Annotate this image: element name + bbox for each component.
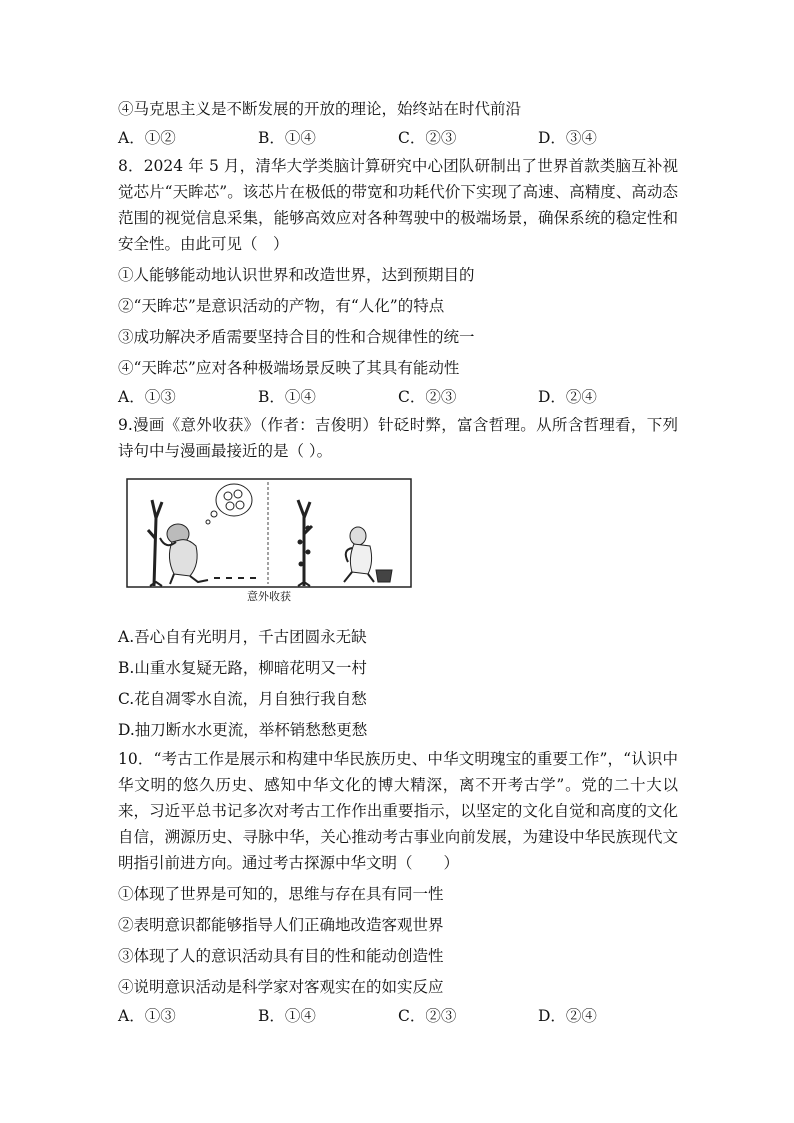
q10-statement-3: ③体现了人的意识活动具有目的性和能动创造性 [118,947,444,965]
q8-option-c[interactable]: C．②③ [398,388,457,406]
q10-option-a[interactable]: A．①③ [118,1007,176,1025]
q8-statement-4: ④“天眸芯”应对各种极端场景反映了其具有能动性 [118,359,460,377]
q8-option-a[interactable]: A．①③ [118,388,176,406]
q9-option-d[interactable]: D.抽刀断水水更流，举杯销愁愁更愁 [118,721,368,739]
q7-option-a[interactable]: A．①② [118,129,176,147]
q8-stem: 8．2024 年 5 月，清华大学类脑计算研究中心团队研制出了世界首款类脑互补视觉芯片“天眸芯”。该芯片在极低的带宽和功耗代价下实现了高速、高精度、高动态范围的视觉信息采集，能够高效应对各种驾驶中的极端场景，确保系统的稳定性和安全性。由此可见（ ） [118,157,678,253]
q7-options [118,125,678,151]
q10-statement-2: ②表明意识都能够指导人们正确地改造客观世界 [118,916,444,934]
q8-statement-1: ①人能够能动地认识世界和改造世界，达到预期目的 [118,266,475,284]
q8-option-b[interactable]: B．①④ [258,388,316,406]
q9-stem: 9.漫画《意外收获》（作者：吉俊明）针砭时弊，富含哲理。从所含哲理看，下列诗句中与漫画最接近的是（ ）。 [118,416,678,460]
q10-statement-1: ①体现了世界是可知的，思维与存在具有同一性 [118,885,444,903]
q7-option-c[interactable]: C．②③ [398,129,457,147]
q8-statement-2: ②“天眸芯”是意识活动的产物，有“人化”的特点 [118,297,445,315]
q9-option-c[interactable]: C.花自凋零水自流，月自独行我自愁 [118,690,367,708]
q8-option-d[interactable]: D．②④ [538,388,597,406]
q8-statement-3: ③成功解决矛盾需要坚持合目的性和合规律性的统一 [118,328,475,346]
cartoon-figure [126,478,412,604]
q9-option-a[interactable]: A.吾心自有光明月，千古团圆永无缺 [118,628,367,646]
q10-statement-4: ④说明意识活动是科学家对客观实在的如实反应 [118,978,444,996]
cartoon-caption: 意外收获 [247,590,291,603]
q10-option-d[interactable]: D．②④ [538,1007,597,1025]
q7-option-d[interactable]: D．③④ [538,129,597,147]
q10-stem: 10．“考古工作是展示和构建中华民族历史、中华文明瑰宝的重要工作”，“认识中华文明的悠久历史、感知中华文化的博大精深，离不开考古学”。党的二十大以来，习近平总书记多次对考古工作作出重要指示，以坚定的文化自觉和高度的文化自信，溯源历史、寻脉中华，关心推动考古事业向前发展，为建设中华民族现代文明指引前进方向。通过考古探源中华文明（ ） [118,750,678,872]
cartoon-image [126,478,412,588]
q10-options [118,1003,678,1029]
q10-option-c[interactable]: C．②③ [398,1007,457,1025]
q9-option-b[interactable]: B.山重水复疑无路，柳暗花明又一村 [118,659,367,677]
q8-options [118,384,678,410]
q7-option-b[interactable]: B．①④ [258,129,316,147]
q10-option-b[interactable]: B．①④ [258,1007,316,1025]
q7-statement-4: ④马克思主义是不断发展的开放的理论，始终站在时代前沿 [118,100,522,118]
exam-page [118,96,678,1029]
